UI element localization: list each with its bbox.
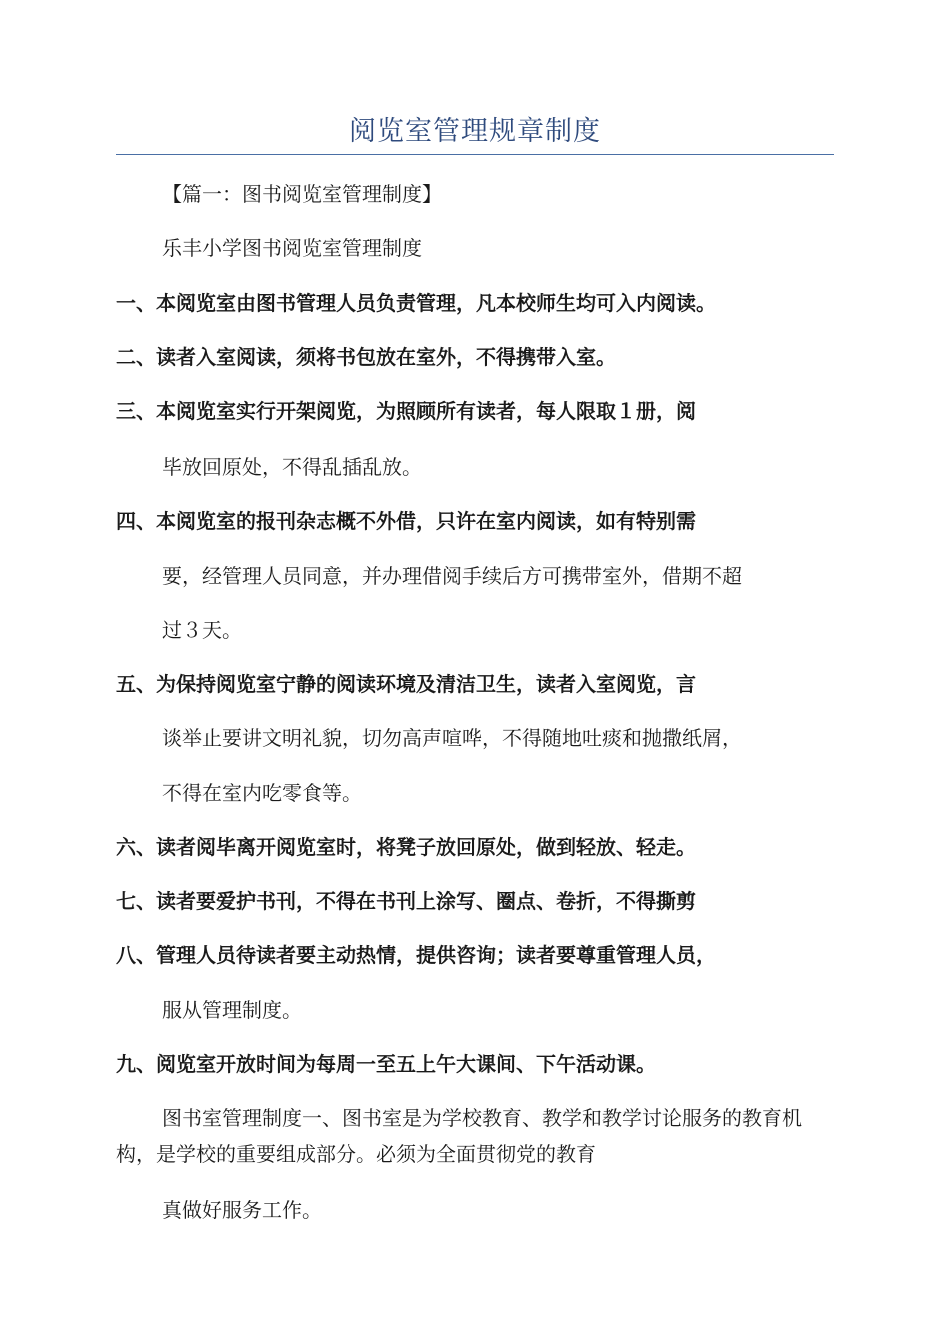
document-subtitle: 乐丰小学图书阅览室管理制度: [162, 236, 422, 260]
rule-4: 四、本阅览室的报刊杂志概不外借，只许在室内阅读，如有特别需: [116, 509, 696, 533]
rule-7: 七、读者要爱护书刊，不得在书刊上涂写、圈点、卷折，不得撕剪: [116, 889, 696, 913]
rule-9: 九、阅览室开放时间为每周一至五上午大课间、下午活动课。: [116, 1052, 656, 1076]
rule-4-continuation: 过３天。: [162, 618, 242, 642]
title-underline: [116, 154, 834, 155]
rule-3-continuation: 毕放回原处，不得乱插乱放。: [162, 455, 422, 479]
rule-5: 五、为保持阅览室宁静的阅读环境及清洁卫生，读者入室阅览，言: [116, 672, 696, 696]
rule-5-continuation: 谈举止要讲文明礼貌，切勿高声喧哗，不得随地吐痰和抛撒纸屑，: [162, 726, 742, 750]
document-title: 阅览室管理规章制度: [349, 116, 601, 147]
rule-3: 三、本阅览室实行开架阅览，为照顾所有读者，每人限取１册，阅: [116, 399, 696, 423]
closing-paragraph: 图书室管理制度一、图书室是为学校教育、教学和教学讨论服务的教育机构，是学校的重要组成部分。必须为全面贯彻党的教育: [116, 1106, 802, 1166]
rule-5-continuation: 不得在室内吃零食等。: [162, 781, 362, 805]
rule-1: 一、本阅览室由图书管理人员负责管理，凡本校师生均可入内阅读。: [116, 291, 716, 315]
section-heading: 【篇一：图书阅览室管理制度】: [162, 182, 442, 206]
rule-6: 六、读者阅毕离开阅览室时，将凳子放回原处，做到轻放、轻走。: [116, 835, 696, 859]
rule-8-continuation: 服从管理制度。: [162, 998, 302, 1022]
rule-8: 八、管理人员待读者要主动热情，提供咨询；读者要尊重管理人员，: [116, 943, 716, 967]
rule-2: 二、读者入室阅读，须将书包放在室外，不得携带入室。: [116, 345, 616, 369]
closing-line: 真做好服务工作。: [162, 1198, 322, 1222]
rule-4-continuation: 要，经管理人员同意，并办理借阅手续后方可携带室外，借期不超: [162, 564, 742, 588]
